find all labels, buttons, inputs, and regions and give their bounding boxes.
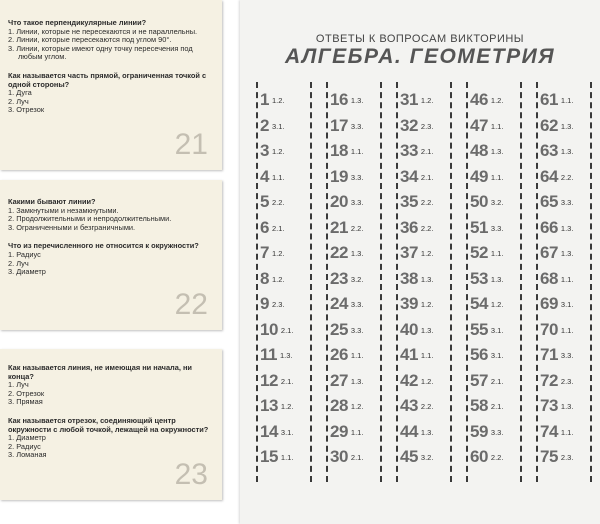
answer-option: 1. Замкнутыми и незамкнутыми. bbox=[8, 205, 119, 215]
answer-entry bbox=[470, 243, 522, 265]
question-number: 13 bbox=[260, 396, 278, 415]
answer-entry bbox=[260, 447, 312, 469]
answers-column bbox=[396, 82, 452, 482]
question-number: 23 bbox=[330, 268, 348, 288]
question-number: 36 bbox=[400, 217, 418, 237]
answer-code: 1.3. bbox=[350, 96, 364, 105]
answer-code: 3.1. bbox=[271, 121, 285, 131]
question-number: 43 bbox=[400, 396, 418, 415]
question-number: 42 bbox=[400, 370, 418, 390]
answer-code: 3.2. bbox=[420, 453, 434, 462]
answer-option: 3. Диаметр bbox=[8, 267, 46, 277]
answer-code: 1.3. bbox=[560, 249, 574, 258]
question-card-21 bbox=[0, 0, 222, 170]
answer-code: 1.2. bbox=[490, 300, 504, 309]
question-number: 51 bbox=[470, 217, 488, 237]
question-number: 47 bbox=[470, 115, 488, 135]
question-number: 53 bbox=[470, 268, 488, 288]
answer-entry bbox=[330, 269, 382, 291]
answer-code: 1.1. bbox=[350, 147, 364, 156]
question-number: 40 bbox=[400, 319, 418, 339]
answer-entry bbox=[400, 141, 452, 163]
answer-entry bbox=[540, 447, 592, 469]
answer-entry bbox=[540, 269, 592, 291]
answer-entry bbox=[470, 345, 522, 367]
answer-entry bbox=[260, 396, 312, 418]
answer-code: 1.2. bbox=[490, 96, 504, 105]
answer-code: 2.1. bbox=[350, 453, 364, 462]
answer-entry bbox=[400, 90, 452, 112]
question-number: 44 bbox=[400, 421, 418, 441]
question-number: 75 bbox=[540, 447, 558, 466]
answer-entry bbox=[260, 167, 312, 189]
answer-code: 1.3. bbox=[560, 223, 574, 233]
answer-entry bbox=[400, 320, 452, 342]
answer-entry bbox=[540, 243, 592, 265]
question-number: 69 bbox=[540, 294, 558, 313]
question-number: 39 bbox=[400, 294, 418, 313]
card-number: 23 bbox=[174, 458, 208, 491]
question-number: 7 bbox=[260, 243, 269, 262]
question-number: 16 bbox=[330, 90, 348, 109]
question-number: 38 bbox=[400, 268, 418, 288]
question-number: 10 bbox=[260, 319, 278, 339]
answer-entry bbox=[260, 218, 312, 240]
answer-entry bbox=[540, 294, 592, 316]
answer-entry bbox=[260, 269, 312, 291]
answer-code: 1.3. bbox=[490, 274, 504, 284]
answer-entry bbox=[540, 90, 592, 112]
answer-option: 1. Луч bbox=[8, 380, 29, 390]
answers-sheet bbox=[240, 0, 600, 524]
answer-code: 2.1. bbox=[490, 376, 504, 386]
answer-entry bbox=[400, 422, 452, 444]
question-number: 67 bbox=[540, 243, 558, 262]
answer-option: 1. Диаметр bbox=[8, 433, 46, 443]
answer-code: 2.1. bbox=[271, 223, 285, 233]
answer-code: 1.1. bbox=[490, 172, 504, 182]
answer-code: 1.3. bbox=[560, 147, 574, 156]
answer-option: 2. Линии, которые пересекаются под углом 90°. bbox=[8, 35, 172, 45]
answers-column bbox=[466, 82, 522, 482]
answer-entry bbox=[260, 422, 312, 444]
answer-code: 1.3. bbox=[350, 249, 364, 258]
answer-code: 1.2. bbox=[420, 300, 434, 309]
answer-option: 2. Продолжительными и непродолжительными. bbox=[8, 214, 172, 224]
answer-entry bbox=[400, 269, 452, 291]
question-card-22 bbox=[0, 180, 222, 330]
answer-code: 3.3. bbox=[350, 300, 364, 309]
question-number: 8 bbox=[260, 268, 269, 288]
answer-entry bbox=[260, 320, 312, 342]
answer-code: 1.2. bbox=[271, 274, 285, 284]
answer-code: 2.2. bbox=[420, 402, 434, 411]
answer-code: 1.1. bbox=[560, 325, 574, 335]
answer-code: 1.2. bbox=[420, 96, 434, 105]
answer-code: 1.2. bbox=[350, 402, 364, 411]
question-text: Как называется линия, не имеющая ни начала, ни конца? bbox=[8, 363, 192, 381]
answer-code: 2.3. bbox=[560, 376, 574, 386]
answer-entry bbox=[540, 371, 592, 393]
answer-entry bbox=[470, 269, 522, 291]
question-text: Что такое перпендикулярные линии? bbox=[8, 18, 147, 27]
question-number: 9 bbox=[260, 294, 269, 313]
question-number: 57 bbox=[470, 370, 488, 390]
question-number: 2 bbox=[260, 115, 269, 135]
question-text: Что из перечисленного не относится к окружности? bbox=[8, 241, 199, 251]
answer-entry bbox=[540, 116, 592, 138]
answer-entry bbox=[400, 345, 452, 367]
question-number: 45 bbox=[400, 447, 418, 466]
sheet-subtitle: ОТВЕТЫ К ВОПРОСАМ ВИКТОРИНЫ bbox=[315, 33, 525, 45]
answer-code: 2.3. bbox=[560, 453, 574, 462]
answer-option: 3. Ломаная bbox=[8, 450, 47, 460]
answer-code: 1.1. bbox=[271, 172, 285, 182]
answer-option: 2. Луч bbox=[8, 258, 29, 268]
answer-entry bbox=[400, 447, 452, 469]
answer-code: 2.2. bbox=[420, 198, 434, 207]
answer-code: 2.2. bbox=[560, 172, 574, 182]
answer-code: 3.3. bbox=[490, 223, 504, 233]
answer-code: 1.1. bbox=[420, 351, 434, 360]
answer-entry bbox=[330, 294, 382, 316]
question-number: 65 bbox=[540, 192, 558, 211]
answer-option: 2. Отрезок bbox=[8, 388, 45, 398]
answer-entry bbox=[260, 192, 312, 214]
question-number: 19 bbox=[330, 166, 348, 186]
answer-entry bbox=[330, 345, 382, 367]
answer-code: 2.1. bbox=[280, 325, 294, 335]
answer-code: 1.3. bbox=[279, 351, 293, 360]
answer-entry bbox=[400, 371, 452, 393]
answer-entry bbox=[540, 167, 592, 189]
answer-entry bbox=[470, 90, 522, 112]
answer-code: 1.1. bbox=[490, 121, 504, 131]
answer-entry bbox=[330, 447, 382, 469]
answer-entry bbox=[470, 192, 522, 214]
answer-entry bbox=[470, 218, 522, 240]
question-number: 22 bbox=[330, 243, 348, 262]
answer-entry bbox=[470, 320, 522, 342]
question-number: 60 bbox=[470, 447, 488, 466]
answer-entry bbox=[540, 141, 592, 163]
answer-entry bbox=[260, 116, 312, 138]
answer-code: 1.2. bbox=[420, 249, 434, 258]
answer-entry bbox=[400, 243, 452, 265]
answer-entry bbox=[330, 141, 382, 163]
answer-code: 2.2. bbox=[490, 453, 504, 462]
answer-entry bbox=[470, 447, 522, 469]
answer-code: 1.2. bbox=[420, 376, 434, 386]
question-number: 48 bbox=[470, 141, 488, 160]
answer-entry bbox=[470, 396, 522, 418]
answer-option: 2. Радиус bbox=[8, 441, 41, 451]
question-number: 54 bbox=[470, 294, 488, 313]
question-number: 11 bbox=[260, 345, 277, 364]
answer-code: 3.3. bbox=[350, 121, 364, 131]
answer-code: 3.3. bbox=[560, 351, 574, 360]
question-number: 66 bbox=[540, 217, 558, 237]
answer-entry bbox=[400, 294, 452, 316]
question-number: 74 bbox=[540, 421, 558, 441]
sheet-title: АЛГЕБРА. ГЕОМЕТРИЯ bbox=[284, 45, 556, 68]
question-number: 35 bbox=[400, 192, 418, 211]
answer-entry bbox=[540, 396, 592, 418]
question-number: 17 bbox=[330, 115, 348, 135]
answer-code: 1.1. bbox=[490, 249, 504, 258]
question-number: 15 bbox=[260, 447, 278, 466]
question-text: Как называется отрезок, соединяющий центр окружности с любой точкой, лежащей на окружности? bbox=[8, 415, 209, 434]
answer-code: 1.1. bbox=[350, 427, 364, 437]
answer-code: 2.1. bbox=[280, 376, 294, 386]
question-number: 30 bbox=[330, 447, 348, 466]
question-number: 3 bbox=[260, 141, 269, 160]
question-number: 34 bbox=[400, 166, 418, 186]
question-number: 46 bbox=[470, 90, 488, 109]
answer-code: 1.2. bbox=[280, 402, 294, 411]
answer-entry bbox=[260, 90, 312, 112]
answer-code: 2.2. bbox=[271, 198, 285, 207]
answer-code: 2.3. bbox=[420, 121, 434, 131]
question-number: 49 bbox=[470, 166, 488, 186]
question-number: 25 bbox=[330, 319, 348, 339]
question-number: 32 bbox=[400, 115, 418, 135]
answer-code: 1.1. bbox=[280, 453, 294, 462]
question-text: Какими бывают линии? bbox=[8, 197, 96, 206]
answer-entry bbox=[540, 192, 592, 214]
answer-code: 1.3. bbox=[420, 325, 434, 335]
answer-code: 1.3. bbox=[420, 274, 434, 284]
answer-code: 1.2. bbox=[271, 147, 285, 156]
question-text: Как называется часть прямой, ограниченная точкой с одной стороны? bbox=[8, 70, 207, 89]
answer-entry bbox=[470, 167, 522, 189]
answer-entry bbox=[330, 422, 382, 444]
question-number: 18 bbox=[330, 141, 348, 160]
question-number: 56 bbox=[470, 345, 488, 364]
question-number: 5 bbox=[260, 192, 269, 211]
answer-entry bbox=[470, 116, 522, 138]
question-number: 62 bbox=[540, 115, 558, 135]
answer-code: 1.3. bbox=[560, 121, 574, 131]
answer-entry bbox=[330, 320, 382, 342]
card-number: 21 bbox=[174, 128, 208, 161]
question-number: 52 bbox=[470, 243, 488, 262]
answer-code: 1.3. bbox=[560, 402, 574, 411]
answer-entry bbox=[400, 192, 452, 214]
answer-entry bbox=[330, 243, 382, 265]
answer-entry bbox=[540, 320, 592, 342]
answer-code: 3.1. bbox=[280, 427, 294, 437]
answer-code: 3.1. bbox=[560, 300, 574, 309]
answer-option: 1. Линии, которые не пересекаются и не параллельны. bbox=[8, 26, 198, 36]
answer-code: 1.1. bbox=[560, 274, 574, 284]
answer-code: 3.3. bbox=[490, 427, 504, 437]
question-number: 21 bbox=[330, 217, 348, 237]
question-number: 37 bbox=[400, 243, 418, 262]
answer-entry bbox=[260, 294, 312, 316]
answer-entry bbox=[330, 396, 382, 418]
question-number: 72 bbox=[540, 370, 558, 390]
answer-option: 3. Ограниченными и безграничными. bbox=[8, 222, 136, 232]
question-number: 71 bbox=[540, 345, 558, 364]
answer-option: 3. Линии, которые имеют одну точку пересечения под любым углом. bbox=[8, 43, 193, 62]
question-number: 41 bbox=[400, 345, 418, 364]
answer-entry bbox=[330, 371, 382, 393]
answer-code: 3.2. bbox=[350, 274, 364, 284]
answer-option: 2. Луч bbox=[8, 96, 29, 106]
answer-option: 3. Отрезок bbox=[8, 105, 45, 115]
answer-code: 2.1. bbox=[490, 402, 504, 411]
question-number: 50 bbox=[470, 192, 488, 211]
question-number: 24 bbox=[330, 294, 348, 313]
answer-code: 2.2. bbox=[350, 223, 364, 233]
answer-code: 3.3. bbox=[350, 198, 364, 207]
answer-code: 2.2. bbox=[420, 223, 434, 233]
question-number: 26 bbox=[330, 345, 348, 364]
question-number: 70 bbox=[540, 319, 558, 339]
answer-entry bbox=[470, 294, 522, 316]
question-number: 29 bbox=[330, 421, 348, 441]
answer-option: 1. Дуга bbox=[8, 88, 32, 98]
question-number: 73 bbox=[540, 396, 558, 415]
answer-code: 1.3. bbox=[350, 376, 364, 386]
answer-code: 1.2. bbox=[271, 96, 285, 105]
question-number: 55 bbox=[470, 319, 488, 339]
answer-entry bbox=[470, 141, 522, 163]
question-number: 20 bbox=[330, 192, 348, 211]
answer-entry bbox=[260, 345, 312, 367]
question-number: 61 bbox=[540, 90, 558, 109]
answer-code: 1.1. bbox=[560, 427, 574, 437]
answer-entry bbox=[540, 345, 592, 367]
answer-entry bbox=[400, 116, 452, 138]
answer-entry bbox=[330, 192, 382, 214]
answers-column bbox=[256, 82, 312, 482]
question-number: 4 bbox=[260, 166, 269, 186]
question-number: 12 bbox=[260, 370, 278, 390]
answer-code: 3.1. bbox=[490, 351, 504, 360]
answer-code: 1.2. bbox=[271, 249, 285, 258]
question-number: 64 bbox=[540, 166, 558, 186]
answer-entry bbox=[260, 243, 312, 265]
answer-entry bbox=[260, 141, 312, 163]
question-number: 63 bbox=[540, 141, 558, 160]
answer-entry bbox=[330, 218, 382, 240]
answer-option: 3. Прямая bbox=[8, 397, 43, 407]
answer-entry bbox=[260, 371, 312, 393]
answer-code: 2.1. bbox=[420, 172, 434, 182]
question-number: 1 bbox=[260, 90, 269, 109]
answer-code: 1.1. bbox=[560, 96, 574, 105]
answer-code: 1.3. bbox=[490, 147, 504, 156]
answer-code: 3.1. bbox=[490, 325, 504, 335]
question-number: 58 bbox=[470, 396, 488, 415]
answer-entry bbox=[400, 167, 452, 189]
answer-entry bbox=[400, 218, 452, 240]
answers-column bbox=[326, 82, 382, 482]
question-number: 6 bbox=[260, 217, 269, 237]
answers-column bbox=[536, 82, 592, 482]
answer-entry bbox=[330, 167, 382, 189]
card-number: 22 bbox=[174, 288, 208, 321]
question-number: 28 bbox=[330, 396, 348, 415]
answer-code: 2.1. bbox=[420, 147, 434, 156]
answer-entry bbox=[540, 422, 592, 444]
answer-option: 1. Радиус bbox=[8, 249, 41, 259]
answer-entry bbox=[330, 116, 382, 138]
answer-entry bbox=[470, 422, 522, 444]
answer-entry bbox=[330, 90, 382, 112]
question-number: 27 bbox=[330, 370, 348, 390]
answer-code: 1.3. bbox=[420, 427, 434, 437]
answer-entry bbox=[400, 396, 452, 418]
answer-code: 3.3. bbox=[350, 172, 364, 182]
answer-entry bbox=[540, 218, 592, 240]
answer-code: 2.3. bbox=[271, 300, 285, 309]
question-number: 33 bbox=[400, 141, 418, 160]
question-number: 14 bbox=[260, 421, 278, 441]
question-number: 59 bbox=[470, 421, 488, 441]
answer-code: 3.2. bbox=[490, 198, 504, 207]
question-number: 68 bbox=[540, 268, 558, 288]
answer-code: 1.1. bbox=[350, 351, 364, 360]
answer-entry bbox=[470, 371, 522, 393]
answer-code: 3.3. bbox=[350, 325, 364, 335]
question-number: 31 bbox=[400, 90, 418, 109]
answer-code: 3.3. bbox=[560, 198, 574, 207]
question-card-23 bbox=[0, 349, 222, 500]
